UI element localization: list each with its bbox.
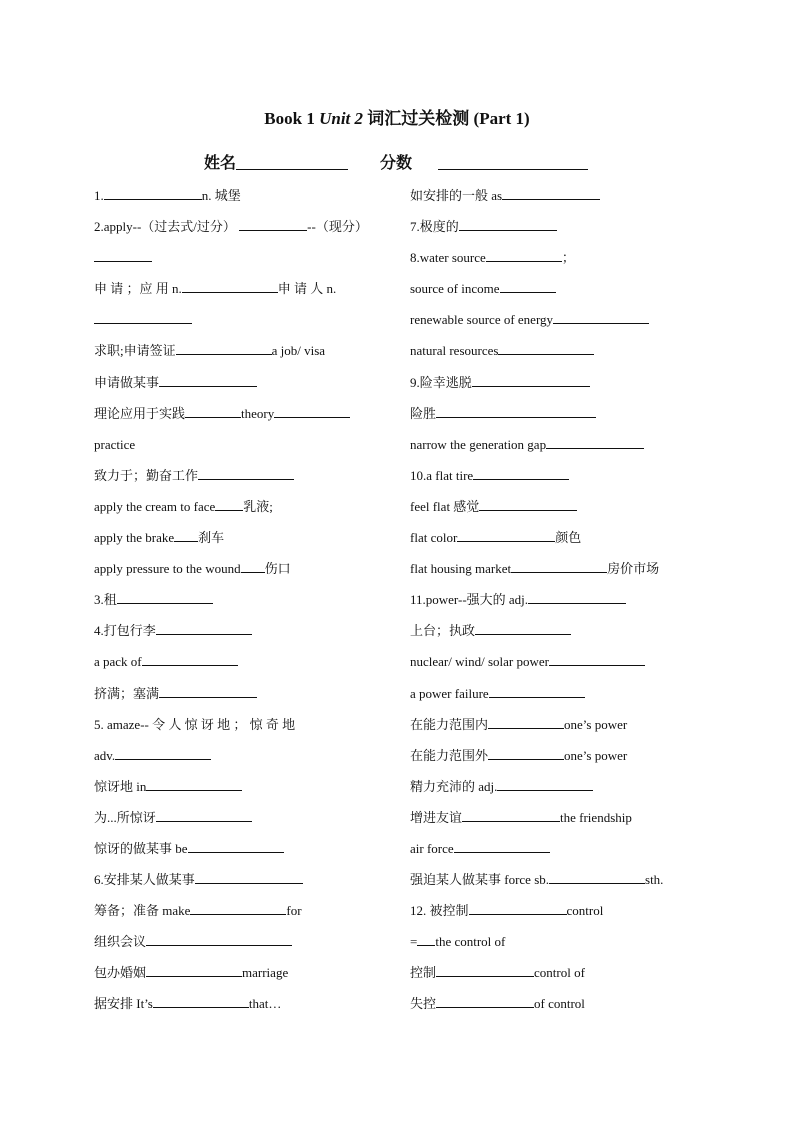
answer-blank[interactable] <box>546 434 644 449</box>
vocab-line: feel flat 感觉 <box>410 491 710 522</box>
vocab-line: 6.安排某人做某事 <box>94 864 394 895</box>
answer-blank[interactable] <box>436 993 534 1008</box>
name-label: 姓名 <box>204 155 237 172</box>
answer-blank[interactable] <box>274 403 350 418</box>
answer-blank[interactable] <box>500 278 556 293</box>
vocab-line: flat housing market 房价市场 <box>410 553 710 584</box>
answer-blank[interactable] <box>511 558 607 573</box>
vocab-line <box>94 304 394 335</box>
vocab-line: 上台；执政 <box>410 615 710 646</box>
answer-blank[interactable] <box>459 216 557 231</box>
answer-blank[interactable] <box>146 962 242 977</box>
answer-blank[interactable] <box>462 807 560 822</box>
vocab-line: 精力充沛的 adj. <box>410 771 710 802</box>
answer-blank[interactable] <box>185 403 241 418</box>
vocab-line: 控制 control of <box>410 957 710 988</box>
name-score-row <box>0 150 794 174</box>
vocab-line: 失控 of control <box>410 988 710 1019</box>
answer-blank[interactable] <box>146 776 242 791</box>
vocab-line: apply the brake刹车 <box>94 522 394 553</box>
vocab-line: 申 请 ；应 用 n. 申 请 人 n. <box>94 273 394 304</box>
vocab-line: 险胜 <box>410 398 710 429</box>
name-blank[interactable] <box>236 169 348 170</box>
answer-blank[interactable] <box>159 683 257 698</box>
answer-blank[interactable] <box>549 869 645 884</box>
answer-blank[interactable] <box>215 496 243 511</box>
vocab-line: 为...所惊讶 <box>94 802 394 833</box>
vocab-line <box>94 242 394 273</box>
answer-blank[interactable] <box>457 527 555 542</box>
vocab-line: 1. n. 城堡 <box>94 180 394 211</box>
answer-blank[interactable] <box>94 309 192 324</box>
vocab-line: 挤满；塞满 <box>94 678 394 709</box>
answer-blank[interactable] <box>489 683 585 698</box>
answer-blank[interactable] <box>528 589 626 604</box>
vocab-line: 强迫某人做某事 force sb. sth. <box>410 864 710 895</box>
answer-blank[interactable] <box>190 900 286 915</box>
answer-blank[interactable] <box>479 496 577 511</box>
vocab-line: nuclear/ wind/ solar power <box>410 646 710 677</box>
vocab-line: 增进友谊 the friendship <box>410 802 710 833</box>
vocab-line: 惊讶的做某事 be <box>94 833 394 864</box>
answer-blank[interactable] <box>417 931 435 946</box>
page-title: Book 1 Unit 2 词汇过关检测 (Part 1) <box>264 109 530 128</box>
score-blank[interactable] <box>438 169 588 170</box>
answer-blank[interactable] <box>159 372 257 387</box>
vocab-line: renewable source of energy <box>410 304 710 335</box>
answer-blank[interactable] <box>146 931 292 946</box>
answer-blank[interactable] <box>104 185 202 200</box>
vocab-line: 9.险幸逃脱 <box>410 367 710 398</box>
vocab-line: air force <box>410 833 710 864</box>
answer-blank[interactable] <box>436 962 534 977</box>
answer-blank[interactable] <box>153 993 249 1008</box>
vocab-line: 筹备；准备 make for <box>94 895 394 926</box>
vocab-line: adv. <box>94 740 394 771</box>
vocab-line: 7.极度的 <box>410 211 710 242</box>
answer-blank[interactable] <box>174 527 198 542</box>
vocab-line: source of income <box>410 273 710 304</box>
right-column <box>410 180 710 1020</box>
vocab-line: 据安排 It’s that… <box>94 988 394 1019</box>
vocab-line: 3.租 <box>94 584 394 615</box>
answer-blank[interactable] <box>488 714 564 729</box>
answer-blank[interactable] <box>553 309 649 324</box>
vocab-line: 12. 被控制 control <box>410 895 710 926</box>
answer-blank[interactable] <box>195 869 303 884</box>
vocab-line: a pack of <box>94 646 394 677</box>
answer-blank[interactable] <box>156 807 252 822</box>
vocab-line: a power failure <box>410 678 710 709</box>
vocab-line: apply the cream to face乳液; <box>94 491 394 522</box>
vocab-line: narrow the generation gap <box>410 429 710 460</box>
answer-blank[interactable] <box>469 900 567 915</box>
answer-blank[interactable] <box>486 247 562 262</box>
vocab-line: 求职;申请签证 a job/ visa <box>94 335 394 366</box>
answer-blank[interactable] <box>454 838 550 853</box>
vocab-line: 10.a flat tire <box>410 460 710 491</box>
answer-blank[interactable] <box>239 216 307 231</box>
answer-blank[interactable] <box>188 838 284 853</box>
vocab-line: 5. amaze-- 令 人 惊 讶 地 ； 惊 奇 地 <box>94 716 296 732</box>
vocab-line: 致力于；勤奋工作 <box>94 460 394 491</box>
vocab-line: 4.打包行李 <box>94 615 394 646</box>
answer-blank[interactable] <box>502 185 600 200</box>
answer-blank[interactable] <box>436 403 596 418</box>
answer-blank[interactable] <box>115 745 211 760</box>
vocab-line: 申请做某事 <box>94 367 394 398</box>
answer-blank[interactable] <box>176 340 272 355</box>
vocab-line: 包办婚姻 marriage <box>94 957 394 988</box>
vocab-line: 组织会议 <box>94 926 394 957</box>
vocab-line: practice <box>94 436 136 452</box>
answer-blank[interactable] <box>488 745 564 760</box>
answer-blank[interactable] <box>156 620 252 635</box>
vocab-line: 8.water source ； <box>410 242 710 273</box>
vocab-line: 如安排的一般 as <box>410 180 710 211</box>
vocab-line: 在能力范围内 one’s power <box>410 709 710 740</box>
left-column <box>94 180 394 1020</box>
vocab-line: 2.apply--（过去式/过分） --（现分） <box>94 211 394 242</box>
vocab-line: natural resources <box>410 335 710 366</box>
answer-blank[interactable] <box>94 247 152 262</box>
vocab-line: apply pressure to the wound伤口 <box>94 553 394 584</box>
answer-blank[interactable] <box>475 620 571 635</box>
answer-blank[interactable] <box>497 776 593 791</box>
answer-blank[interactable] <box>142 651 238 666</box>
vocab-line: flat color 颜色 <box>410 522 710 553</box>
answer-blank[interactable] <box>117 589 213 604</box>
score-label: 分数 <box>380 155 413 172</box>
answer-blank[interactable] <box>182 278 278 293</box>
vocab-line: 惊讶地 in <box>94 771 394 802</box>
vocab-line: 在能力范围外 one’s power <box>410 740 710 771</box>
answer-blank[interactable] <box>498 340 594 355</box>
answer-blank[interactable] <box>198 465 294 480</box>
vocab-line: 11.power--强大的 adj. <box>410 584 710 615</box>
answer-blank[interactable] <box>473 465 569 480</box>
answer-blank[interactable] <box>472 372 590 387</box>
vocab-line: 理论应用于实践 theory <box>94 398 394 429</box>
vocab-line: = the control of <box>410 926 710 957</box>
answer-blank[interactable] <box>241 558 265 573</box>
answer-blank[interactable] <box>549 651 645 666</box>
